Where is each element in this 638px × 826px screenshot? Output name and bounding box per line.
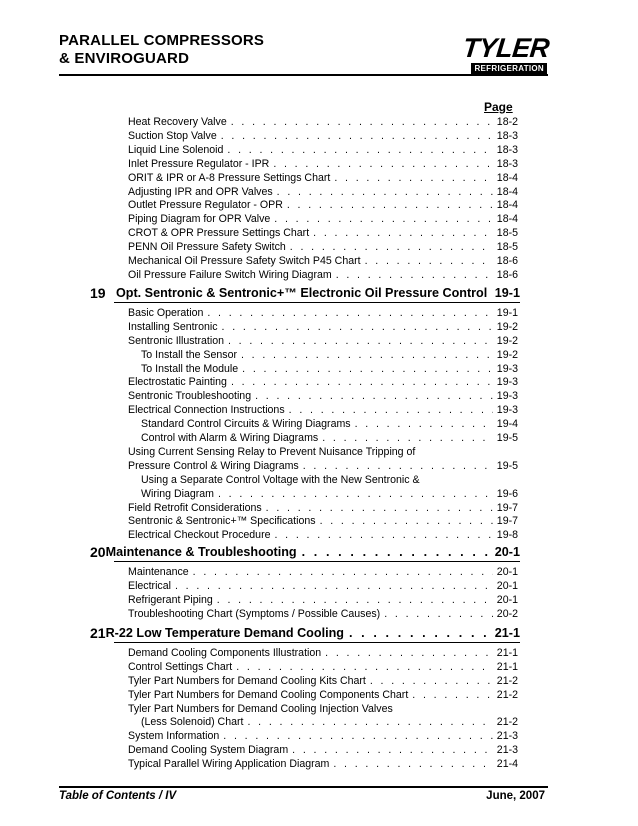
section-title: Maintenance & Troubleshooting xyxy=(105,545,297,559)
toc-entry xyxy=(128,307,518,320)
toc-entry xyxy=(141,474,420,487)
toc-entry-label: Inlet Pressure Regulator - IPR xyxy=(128,158,270,170)
toc-entry-page: 18-4 xyxy=(496,186,518,198)
toc-entry xyxy=(128,404,518,417)
toc-entry xyxy=(128,703,393,716)
dot-leader xyxy=(289,404,493,417)
toc-entry-label: Demand Cooling Components Illustration xyxy=(128,647,322,659)
toc-entry xyxy=(128,321,518,334)
dot-leader xyxy=(207,307,492,320)
dot-leader xyxy=(277,186,493,199)
toc-entry xyxy=(128,376,518,389)
dot-leader xyxy=(275,529,493,542)
toc-entry xyxy=(128,186,518,199)
dot-leader xyxy=(325,647,493,660)
toc-entry-label: Electrical Connection Instructions xyxy=(128,404,285,416)
dot-leader xyxy=(218,488,493,501)
section-page: 20-1 xyxy=(494,545,520,559)
dot-leader xyxy=(355,418,493,431)
dot-leader xyxy=(241,349,493,362)
toc-entry-page: 19-5 xyxy=(496,432,518,444)
dot-leader xyxy=(336,269,493,282)
toc-entry xyxy=(141,716,518,729)
toc-entry-page: 21-2 xyxy=(496,675,518,687)
toc-entry-label: To Install the Sensor xyxy=(141,349,237,361)
toc-entry-label: Suction Stop Valve xyxy=(128,130,217,142)
toc-entry-page: 18-6 xyxy=(496,255,518,267)
toc-entry-page: 19-6 xyxy=(496,488,518,500)
toc-entry xyxy=(141,432,518,445)
toc-entry-label: Piping Diagram for OPR Valve xyxy=(128,213,271,225)
toc-entry xyxy=(128,199,518,212)
toc-entry-page: 21-1 xyxy=(496,647,518,659)
dot-leader xyxy=(334,172,492,185)
footer-page-label: Table of Contents / IV xyxy=(59,790,177,802)
toc-entry-label: Control with Alarm & Wiring Diagrams xyxy=(141,432,319,444)
logo-word: TYLER xyxy=(461,33,551,63)
toc-entry-page: 18-4 xyxy=(496,199,518,211)
toc-entry-label: Mechanical Oil Pressure Safety Switch P45 Chart xyxy=(128,255,361,267)
dot-leader xyxy=(292,744,493,757)
toc-entry-page: 19-2 xyxy=(496,321,518,333)
toc-entry-label: Outlet Pressure Regulator - OPR xyxy=(128,199,283,211)
toc-entry-page: 19-2 xyxy=(496,335,518,347)
toc-entry-page: 19-3 xyxy=(496,376,518,388)
toc-entry-page: 18-6 xyxy=(496,269,518,281)
toc-entry-label: Pressure Control & Wiring Diagrams xyxy=(128,460,299,472)
toc-entry xyxy=(141,418,518,431)
toc-entry-page: 20-1 xyxy=(496,566,518,578)
toc-entry xyxy=(128,446,415,459)
toc-entry xyxy=(128,335,518,348)
toc-entry xyxy=(128,730,518,743)
toc-entry-label: Liquid Line Solenoid xyxy=(128,144,224,156)
toc-entry-page: 21-1 xyxy=(496,661,518,673)
tyler-logo xyxy=(461,33,551,76)
dot-leader xyxy=(302,545,490,560)
toc-entry-label: Typical Parallel Wiring Application Diagram xyxy=(128,758,330,770)
toc-entry xyxy=(128,158,518,171)
toc-entry-label: Field Retrofit Considerations xyxy=(128,502,262,514)
toc-entry-label: Using a Separate Control Voltage with the New Sentronic & xyxy=(141,474,420,486)
dot-leader xyxy=(222,321,493,334)
toc-entry xyxy=(128,460,518,473)
toc-entry-page: 21-3 xyxy=(496,744,518,756)
toc-entry-page: 20-1 xyxy=(496,594,518,606)
toc-entry xyxy=(128,608,518,621)
toc-section-heading xyxy=(90,286,520,301)
section-rule xyxy=(114,561,520,562)
toc-entry xyxy=(128,116,518,129)
dot-leader xyxy=(223,730,493,743)
dot-leader xyxy=(236,661,493,674)
toc-entry xyxy=(128,675,518,688)
toc-entry xyxy=(128,689,518,702)
toc-entry-page: 18-2 xyxy=(496,116,518,128)
toc-entry xyxy=(128,758,518,771)
dot-leader xyxy=(322,432,493,445)
toc-entry-page: 18-5 xyxy=(496,241,518,253)
section-number: 21 xyxy=(90,625,106,641)
toc-entry-label: Sentronic Troubleshooting xyxy=(128,390,252,402)
section-rule xyxy=(114,642,520,643)
toc-entry xyxy=(128,566,518,579)
dot-leader xyxy=(487,286,495,301)
header-rule xyxy=(59,74,548,76)
dot-leader xyxy=(231,116,493,129)
section-title: R-22 Low Temperature Demand Cooling xyxy=(105,626,344,640)
dot-leader xyxy=(273,158,492,171)
toc-entry-label: Tyler Part Numbers for Demand Cooling Kits Chart xyxy=(128,675,366,687)
dot-leader xyxy=(320,515,493,528)
toc-entry-label: PENN Oil Pressure Safety Switch xyxy=(128,241,286,253)
dot-leader xyxy=(228,335,493,348)
toc-entry-label: Standard Control Circuits & Wiring Diagrams xyxy=(141,418,351,430)
toc-entry xyxy=(128,130,518,143)
section-page: 21-1 xyxy=(494,626,520,640)
dot-leader xyxy=(274,213,493,226)
toc-entry-page: 19-2 xyxy=(496,349,518,361)
toc-entry xyxy=(128,529,518,542)
toc-entry-page: 21-3 xyxy=(496,730,518,742)
toc-entry-page: 21-2 xyxy=(496,689,518,701)
toc-entry-label: Heat Recovery Valve xyxy=(128,116,227,128)
dot-leader xyxy=(349,626,490,641)
footer-date: June, 2007 xyxy=(486,790,545,802)
toc-entry xyxy=(128,515,518,528)
dot-leader xyxy=(266,502,493,515)
section-number: 19 xyxy=(90,285,106,301)
page-column-label: Page xyxy=(484,100,513,114)
dot-leader xyxy=(303,460,493,473)
document-header xyxy=(59,32,264,68)
dot-leader xyxy=(412,689,493,702)
footer-rule xyxy=(59,786,548,788)
toc-entry xyxy=(141,488,518,501)
toc-entry-label: Adjusting IPR and OPR Valves xyxy=(128,186,273,198)
toc-entry-page: 20-1 xyxy=(496,580,518,592)
toc-entry-label: To Install the Module xyxy=(141,363,239,375)
dot-leader xyxy=(227,144,492,157)
dot-leader xyxy=(231,376,493,389)
toc-entry xyxy=(128,227,518,240)
toc-entry-label: Electrical Checkout Procedure xyxy=(128,529,271,541)
toc-entry-page: 19-3 xyxy=(496,363,518,375)
toc-entry-page: 19-8 xyxy=(496,529,518,541)
toc-entry-page: 18-3 xyxy=(496,158,518,170)
toc-entry-page: 19-4 xyxy=(496,418,518,430)
toc-entry-label: Maintenance xyxy=(128,566,189,578)
toc-entry-page: 19-3 xyxy=(496,404,518,416)
toc-entry xyxy=(128,502,518,515)
section-page: 19-1 xyxy=(494,286,520,300)
dot-leader xyxy=(242,363,493,376)
toc-entry-label: (Less Solenoid) Chart xyxy=(141,716,244,728)
toc-entry xyxy=(128,255,518,268)
dot-leader xyxy=(221,130,493,143)
dot-leader xyxy=(175,580,493,593)
toc-entry-page: 19-7 xyxy=(496,502,518,514)
toc-entry-page: 18-3 xyxy=(496,130,518,142)
toc-entry xyxy=(128,744,518,757)
toc-section-heading xyxy=(90,626,520,641)
toc-entry xyxy=(128,647,518,660)
logo-subtitle: REFRIGERATION xyxy=(471,63,547,74)
toc-entry xyxy=(128,172,518,185)
toc-entry-label: Sentronic & Sentronic+™ Specifications xyxy=(128,515,316,527)
toc-entry-page: 19-7 xyxy=(496,515,518,527)
toc-entry xyxy=(128,213,518,226)
toc-entry-page: 19-3 xyxy=(496,390,518,402)
toc-entry xyxy=(128,594,518,607)
toc-entry-label: Using Current Sensing Relay to Prevent Nuisance Tripping of xyxy=(128,446,416,458)
toc-entry-label: CROT & OPR Pressure Settings Chart xyxy=(128,227,310,239)
toc-entry xyxy=(128,580,518,593)
toc-entry-label: Tyler Part Numbers for Demand Cooling Injection Valves xyxy=(128,703,393,715)
toc-entry-label: Electrostatic Painting xyxy=(128,376,227,388)
toc-entry-label: System Information xyxy=(128,730,220,742)
header-title-line1: PARALLEL COMPRESSORS xyxy=(59,32,265,49)
toc-entry-page: 19-1 xyxy=(496,307,518,319)
toc-entry-label: Demand Cooling System Diagram xyxy=(128,744,289,756)
toc-entry xyxy=(128,269,518,282)
toc-entry xyxy=(128,241,518,254)
toc-entry-label: Refrigerant Piping xyxy=(128,594,213,606)
toc-entry xyxy=(141,363,518,376)
toc-entry-page: 18-4 xyxy=(496,213,518,225)
toc-entry-label: Wiring Diagram xyxy=(141,488,214,500)
toc-entry-page: 21-2 xyxy=(496,716,518,728)
toc-entry-label: Oil Pressure Failure Switch Wiring Diagram xyxy=(128,269,332,281)
toc-entry xyxy=(128,144,518,157)
dot-leader xyxy=(255,390,493,403)
toc-entry-page: 19-5 xyxy=(496,460,518,472)
toc-entry-label: ORIT & IPR or A-8 Pressure Settings Chart xyxy=(128,172,331,184)
dot-leader xyxy=(384,608,493,621)
dot-leader xyxy=(290,241,493,254)
toc-entry-page: 21-4 xyxy=(496,758,518,770)
dot-leader xyxy=(313,227,493,240)
section-number: 20 xyxy=(90,544,106,560)
toc-entry-label: Sentronic Illustration xyxy=(128,335,224,347)
dot-leader xyxy=(333,758,492,771)
toc-entry-page: 20-2 xyxy=(496,608,518,620)
toc-entry-label: Electrical xyxy=(128,580,171,592)
dot-leader xyxy=(217,594,493,607)
toc-entry-label: Tyler Part Numbers for Demand Cooling Components Chart xyxy=(128,689,409,701)
dot-leader xyxy=(370,675,493,688)
toc-entry-page: 18-4 xyxy=(496,172,518,184)
toc-entry xyxy=(141,349,518,362)
toc-entry xyxy=(128,661,518,674)
toc-entry-label: Control Settings Chart xyxy=(128,661,233,673)
toc-entry-page: 18-5 xyxy=(496,227,518,239)
dot-leader xyxy=(287,199,493,212)
toc-entry-label: Basic Operation xyxy=(128,307,204,319)
toc-entry xyxy=(128,390,518,403)
toc-entry-page: 18-3 xyxy=(496,144,518,156)
dot-leader xyxy=(365,255,493,268)
toc-entry-label: Installing Sentronic xyxy=(128,321,218,333)
header-title-line2: & ENVIROGUARD xyxy=(59,50,190,67)
dot-leader xyxy=(247,716,492,729)
dot-leader xyxy=(193,566,493,579)
toc-section-heading xyxy=(90,545,520,560)
section-title: Opt. Sentronic & Sentronic+™ Electronic Oil Pressure Control xyxy=(116,286,488,300)
toc-entry-label: Troubleshooting Chart (Symptoms / Possible Causes) xyxy=(128,608,381,620)
section-rule xyxy=(114,302,520,303)
